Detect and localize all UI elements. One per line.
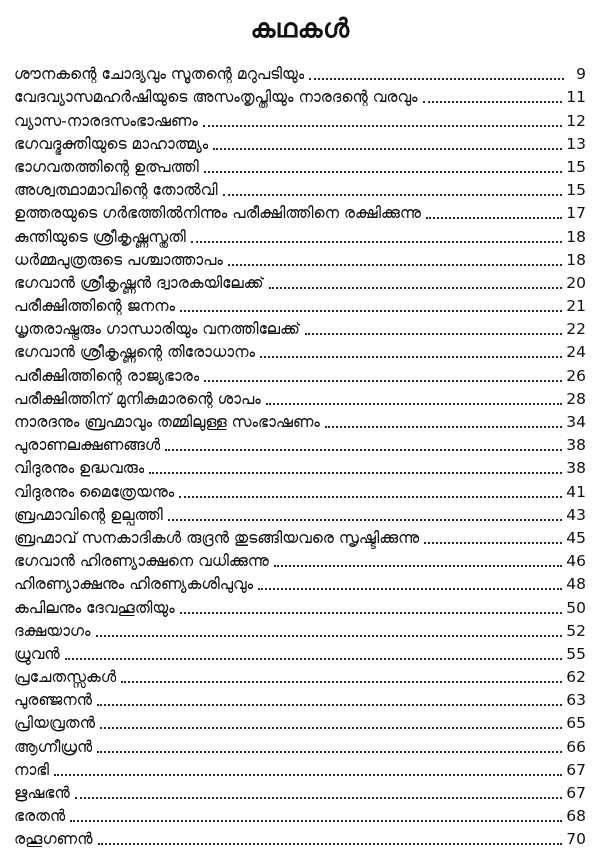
toc-row xyxy=(14,479,586,502)
toc-row xyxy=(14,734,586,757)
toc-entry-page: 26 xyxy=(566,366,586,385)
toc-entry-label: ഹിരണ്യാക്ഷനും ഹിരണ്യകശിപുവും xyxy=(14,575,254,594)
toc-entry-page: 24 xyxy=(566,343,586,362)
toc-row xyxy=(14,433,586,456)
toc-row xyxy=(14,595,586,618)
toc-entry-label: ഭഗവാൻ ഹിരണ്യാക്ഷനെ വധിക്കുന്നു xyxy=(14,552,269,571)
toc-row xyxy=(14,224,586,247)
toc-row xyxy=(14,340,586,363)
toc-entry-label: വിദുരനും ഉദ്ധവരും xyxy=(14,459,145,478)
toc-entry-page: 22 xyxy=(566,320,586,339)
toc-entry-label: ധ്രുവൻ xyxy=(14,644,60,663)
dot-leader xyxy=(223,194,563,196)
toc-entry-page: 67 xyxy=(566,760,586,779)
toc-entry-page: 20 xyxy=(566,273,586,292)
toc-entry-label: ഭഗവാൻ ശ്രീകൃഷ്ണന്റെ തിരോധാനം xyxy=(14,343,255,362)
dot-leader xyxy=(180,612,563,614)
toc-entry-page: 62 xyxy=(566,668,586,687)
dot-leader xyxy=(213,148,562,150)
dot-leader xyxy=(98,843,563,845)
toc-row xyxy=(14,248,586,271)
dot-leader xyxy=(269,287,563,289)
toc-entry-page: 38 xyxy=(566,459,586,478)
toc-entry-label: പ്രിയവ്രതൻ xyxy=(14,714,95,733)
toc-row xyxy=(14,781,586,804)
toc-entry-label: നാഭി xyxy=(14,760,49,779)
toc-entry-label: പരീക്ഷിത്തിന്റെ രാജ്യഭാരം xyxy=(14,366,200,385)
toc-entry-label: നാരദനും ബ്രഹ്മാവും തമ്മിലുള്ള സംഭാഷണം xyxy=(14,413,320,431)
dot-leader xyxy=(179,496,562,498)
toc-entry-page: 50 xyxy=(566,598,586,617)
toc-entry-label: ബ്രഹ്മാവിന്റെ ഉല്പത്തി xyxy=(14,505,163,524)
toc-entry-page: 11 xyxy=(566,88,586,107)
toc-entry-page: 12 xyxy=(566,111,586,130)
toc-entry-label: ഭഗവദ്ഭക്തിയുടെ മാഹാത്മ്യം xyxy=(14,134,209,153)
dot-leader xyxy=(96,635,563,637)
toc-row xyxy=(14,155,586,178)
toc-entry-page: 13 xyxy=(566,134,586,153)
toc-entry-page: 52 xyxy=(566,621,586,640)
dot-leader xyxy=(203,125,562,127)
toc-entry-page: 21 xyxy=(566,297,586,316)
toc-row xyxy=(14,271,586,294)
dot-leader xyxy=(266,403,562,405)
toc-entry-page: 41 xyxy=(566,482,586,501)
toc-entry-page: 63 xyxy=(566,691,586,710)
toc-entry-label: വ്യാസ-നാരദസംഭാഷണം xyxy=(14,111,198,130)
toc-row xyxy=(14,804,586,827)
dot-leader xyxy=(191,241,563,243)
toc-row xyxy=(14,363,586,386)
toc-row xyxy=(14,410,586,433)
dot-leader xyxy=(121,681,562,683)
toc-entry-label: പുരഞ്ജനൻ xyxy=(14,691,92,710)
toc-row xyxy=(14,108,586,131)
toc-entry-label: ഭരതൻ xyxy=(14,807,66,826)
toc-row xyxy=(14,387,586,410)
toc-entry-page: 15 xyxy=(566,181,586,200)
toc-row xyxy=(14,688,586,711)
toc-row xyxy=(14,665,586,688)
toc-entry-page: 46 xyxy=(566,552,586,571)
toc-list xyxy=(14,62,586,850)
toc-entry-label: ബ്രഹ്മാവ് സനകാദികൾ രുദ്രൻ തുടങ്ങിയവരെ സൃഷ്ടിക്കുന്നു xyxy=(14,528,420,547)
dot-leader xyxy=(204,171,563,173)
toc-entry-label: വേദവ്യാസമഹർഷിയുടെ അസംതൃപ്തിയും നാരദന്റെ വരവും xyxy=(14,88,418,107)
dot-leader xyxy=(426,217,562,219)
dot-leader xyxy=(168,519,563,521)
dot-leader xyxy=(149,472,562,474)
dot-leader xyxy=(70,820,562,822)
toc-row xyxy=(14,711,586,734)
toc-entry-label: പുരാണലക്ഷണങ്ങൾ xyxy=(14,436,161,455)
toc-entry-label: ധർമ്മപുത്രരുടെ പശ്ചാത്താപം xyxy=(14,250,223,269)
dot-leader xyxy=(325,426,562,428)
toc-entry-page: 70 xyxy=(566,830,586,849)
toc-row xyxy=(14,758,586,781)
dot-leader xyxy=(180,310,562,312)
dot-leader xyxy=(424,542,562,544)
dot-leader xyxy=(165,449,562,451)
toc-entry-page: 28 xyxy=(566,389,586,408)
toc-entry-page: 67 xyxy=(566,784,586,802)
toc-entry-page: 65 xyxy=(566,714,586,733)
toc-entry-page: 18 xyxy=(566,227,586,246)
toc-entry-page: 34 xyxy=(566,413,586,431)
toc-entry-label: പരീക്ഷിത്തിന്റെ ജനനം xyxy=(14,297,176,316)
dot-leader xyxy=(228,264,562,266)
dot-leader xyxy=(305,333,562,335)
toc-entry-label: ധൃതരാഷ്ട്രരും ഗാന്ധാരിയും വനത്തിലേക്ക് xyxy=(14,320,300,339)
toc-entry-label: കുന്തിയുടെ ശ്രീകൃഷ്ണസ്തുതി xyxy=(14,227,186,246)
dot-leader xyxy=(54,774,562,776)
dot-leader xyxy=(260,356,562,358)
dot-leader xyxy=(423,101,563,103)
toc-row xyxy=(14,526,586,549)
toc-entry-page: 17 xyxy=(566,204,586,223)
toc-row xyxy=(14,456,586,479)
toc-row xyxy=(14,619,586,642)
toc-row xyxy=(14,201,586,224)
toc-row xyxy=(14,572,586,595)
toc-entry-label: ഉത്തരയുടെ ഗർഭത്തിൽനിന്നും പരീക്ഷിത്തിനെ രക്ഷിക്കുന്നു xyxy=(14,204,422,223)
toc-entry-page: 43 xyxy=(566,505,586,524)
toc-entry-page: 48 xyxy=(566,575,586,594)
toc-row xyxy=(14,642,586,665)
toc-row xyxy=(14,85,586,108)
toc-entry-label: ദക്ഷയാഗം xyxy=(14,621,91,640)
toc-entry-label: ആഗ്നീധ്രൻ xyxy=(14,737,93,756)
toc-row xyxy=(14,178,586,201)
dot-leader xyxy=(309,78,564,80)
toc-entry-label: ഭാഗവതത്തിന്റെ ഉത്പത്തി xyxy=(14,157,199,176)
toc-row xyxy=(14,503,586,526)
toc-row xyxy=(14,549,586,572)
dot-leader xyxy=(65,658,563,660)
dot-leader xyxy=(97,751,562,753)
page-title: കഥകൾ xyxy=(250,14,350,44)
dot-leader xyxy=(274,565,562,567)
toc-row xyxy=(14,62,586,85)
toc-entry-label: പ്രചേതസ്സുകൾ xyxy=(14,668,117,687)
toc-row xyxy=(14,132,586,155)
toc-entry-label: ശൗനകന്റെ ചോദ്യവും സൂതന്റെ മറുപടിയും xyxy=(14,65,305,84)
toc-entry-page: 45 xyxy=(566,528,586,547)
toc-entry-page: 38 xyxy=(566,436,586,455)
toc-entry-page: 66 xyxy=(566,737,586,756)
toc-entry-label: വിദുരനും മൈത്രേയനും xyxy=(14,482,175,501)
toc-entry-page: 9 xyxy=(576,65,586,84)
toc-entry-label: ഭഗവാൻ ശ്രീകൃഷ്ണൻ ദ്വാരകയിലേക്ക് xyxy=(14,273,264,292)
toc-entry-label: കപിലനും ദേവഹൂതിയും xyxy=(14,598,175,617)
dot-leader xyxy=(204,380,562,382)
toc-entry-page: 15 xyxy=(566,157,586,176)
toc-entry-page: 68 xyxy=(566,807,586,826)
dot-leader xyxy=(97,704,562,706)
dot-leader xyxy=(75,797,562,799)
toc-entry-label: ഋഷഭൻ xyxy=(14,784,70,802)
toc-row xyxy=(14,827,586,850)
toc-entry-label: പരീക്ഷിത്തിന് മുനികുമാരന്റെ ശാപം xyxy=(14,389,261,408)
toc-row xyxy=(14,317,586,340)
dot-leader xyxy=(258,588,562,590)
toc-entry-page: 55 xyxy=(566,644,586,663)
toc-entry-page: 18 xyxy=(566,250,586,269)
toc-entry-label: അശ്വത്ഥാമാവിന്റെ തോൽവി xyxy=(14,181,218,200)
dot-leader xyxy=(100,727,562,729)
toc-entry-label: രഹൂഗണൻ xyxy=(14,830,93,849)
toc-row xyxy=(14,294,586,317)
